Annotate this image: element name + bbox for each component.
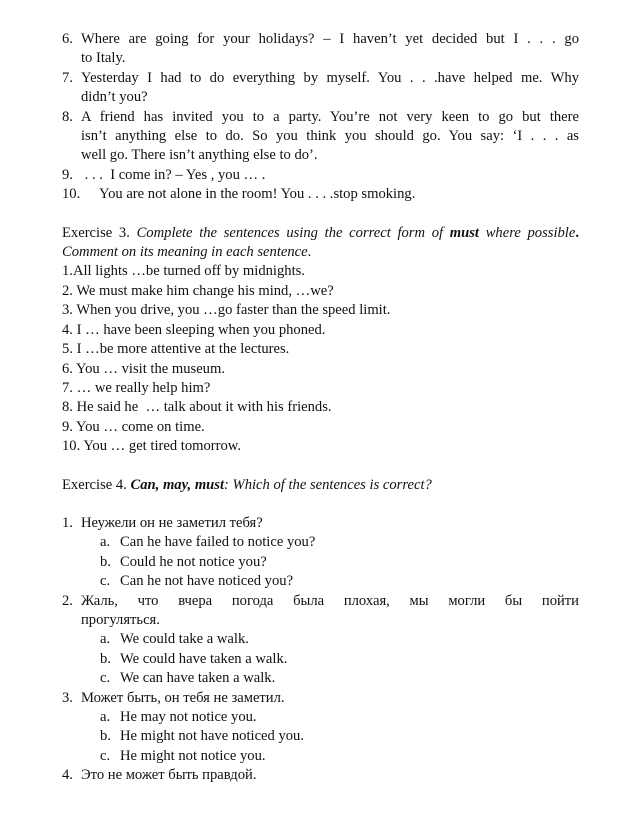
option <box>81 572 579 591</box>
option <box>81 533 579 552</box>
sentence: 4. I … have been sleeping when you phoned. <box>62 321 326 338</box>
sentence: 10. You … get tired tomorrow. <box>62 438 242 455</box>
sentence: 6. You … visit the museum. <box>62 360 225 377</box>
option-text: Could he not notice you? <box>120 553 267 570</box>
option-letter: c. <box>100 670 111 687</box>
item-number: 6. <box>62 31 73 47</box>
item-text-line: isn’t anything else to do. So you think you should go. You say: ‘I . . . as <box>81 128 579 145</box>
option-letter: b. <box>100 553 111 570</box>
ex2-item-6 <box>62 30 579 69</box>
option <box>81 630 579 649</box>
instruction-text: Comment on its meaning in each sentence <box>62 244 308 261</box>
option-text: Can he not have noticed you? <box>120 573 294 590</box>
option-letter: a. <box>100 631 111 648</box>
item-number: 8. <box>62 108 73 125</box>
sentence: 7. … we really help him? <box>62 379 211 396</box>
option-text: We could take a walk. <box>120 631 249 648</box>
item-text-line: to Italy. <box>81 50 126 67</box>
ex2-item-7 <box>62 69 579 108</box>
item-number: 4. <box>62 767 73 784</box>
option-text: We could have taken a walk. <box>120 650 288 667</box>
russian-sentence: Это не может быть правдой. <box>81 767 257 784</box>
item-number: 9. <box>62 166 73 183</box>
russian-sentence: Жаль, что вчера погода была плохая, мы могли бы пойти <box>81 592 579 609</box>
option <box>81 650 579 669</box>
item-text-line: A friend has invited you to a party. You’re not very keen to go but there <box>81 108 579 125</box>
item-text-line: well go. There isn’t anything else to do’. <box>81 147 318 164</box>
option-text: Can he have failed to notice you? <box>120 534 316 551</box>
option-letter: b. <box>100 650 111 667</box>
instruction-end: . <box>307 244 312 261</box>
item-text-line: didn’t you? <box>81 89 148 106</box>
sentence: 8. He said he … talk about it with his friends. <box>62 399 332 416</box>
option <box>81 747 579 766</box>
instruction-text: Complete the sentences using the correct form of <box>136 224 444 241</box>
item-text-line: Yesterday I had to do everything by myself. You . . .have helped me. Why <box>81 69 579 86</box>
option-text: He might not have noticed you. <box>120 728 305 745</box>
instruction-keyword: Can, may, must <box>130 476 225 493</box>
russian-sentence: Может быть, он тебя не заметил. <box>81 689 285 706</box>
instruction-dot: . <box>575 224 579 241</box>
ex4-item-1 <box>62 514 579 592</box>
sentence: 2. We must make him change his mind, …we? <box>62 282 334 299</box>
ex2-item-10 <box>62 185 579 204</box>
option <box>81 553 579 572</box>
exercise-4-heading <box>62 476 579 495</box>
instruction-keyword: must <box>449 224 479 241</box>
sentence: 5. I …be more attentive at the lectures. <box>62 341 290 358</box>
option <box>81 669 579 688</box>
item-number: 3. <box>62 689 73 706</box>
option-text: He may not notice you. <box>120 709 257 725</box>
ex4-item-4 <box>62 766 579 785</box>
option-letter: a. <box>100 534 111 551</box>
option-letter: a. <box>100 709 111 725</box>
option-letter: b. <box>100 728 111 745</box>
option-letter: c. <box>100 573 111 590</box>
option <box>81 708 579 727</box>
instruction-text: where possible <box>485 224 576 241</box>
sentence: 9. You … come on time. <box>62 418 205 435</box>
exercise-label: Exercise 4. <box>62 476 127 493</box>
ex2-item-9 <box>62 166 579 185</box>
item-number: 7. <box>62 69 73 86</box>
option-text: He might not notice you. <box>120 747 266 764</box>
exercise-label: Exercise 3. <box>62 224 130 241</box>
option-text: We can have taken a walk. <box>120 670 276 687</box>
instruction-text: : Which of the sentences is correct? <box>224 476 432 493</box>
russian-sentence: прогуляться. <box>81 611 160 628</box>
ex4-item-2 <box>62 592 579 689</box>
item-number: 2. <box>62 592 73 609</box>
item-text-line: Where are going for your holidays? – I haven’t yet decided but I . . . go <box>81 31 579 47</box>
sentence: 3. When you drive, you …go faster than the speed limit. <box>62 302 391 319</box>
option <box>81 727 579 746</box>
ex4-item-3 <box>62 689 579 767</box>
sentence: 1.All lights …be turned off by midnights. <box>62 263 305 280</box>
russian-sentence: Неужели он не заметил тебя? <box>81 514 263 531</box>
document-page <box>62 30 579 786</box>
item-number: 1. <box>62 514 73 531</box>
item-text-line: You are not alone in the room! You . . . .stop smoking. <box>99 186 416 203</box>
item-text-line: . . . I come in? – Yes , you … . <box>81 166 266 183</box>
option-letter: c. <box>100 747 111 764</box>
item-number: 10. <box>62 186 81 203</box>
sentence-list <box>62 262 579 456</box>
ex2-item-8 <box>62 108 579 166</box>
exercise-3-heading <box>62 224 579 263</box>
